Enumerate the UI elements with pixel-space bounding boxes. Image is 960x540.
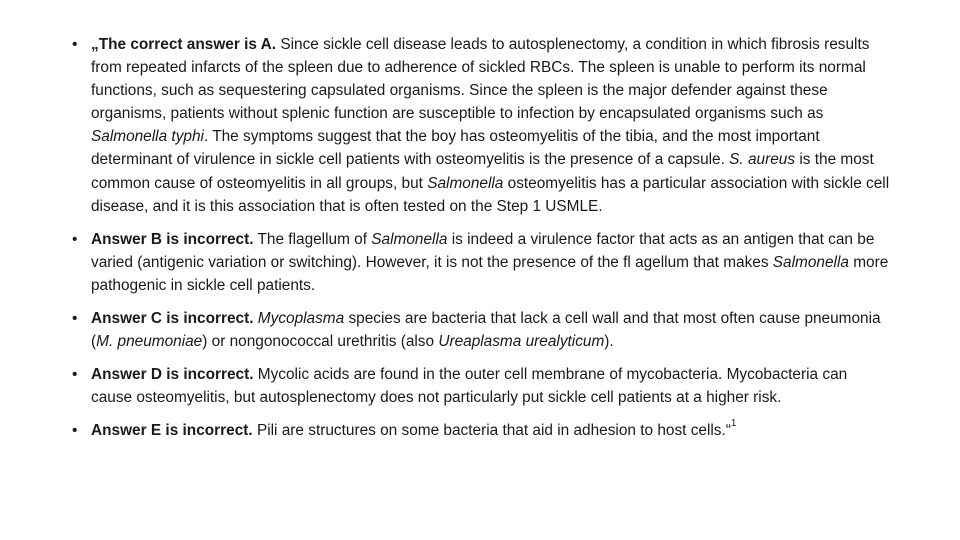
text-segment: Mycolic acids are found in the outer cell membrane of mycobacteria. Mycobacteria can cause osteomyelitis, but autosplenectomy does not particularly put sickle cell patients at a higher risk. [91,366,848,407]
footnote-marker: 1 [730,418,737,430]
text-segment: ) or nongonococcal urethritis (also [202,333,439,351]
bullet-answer-e [72,419,892,442]
text-segment: Since sickle cell disease leads to autosplenectomy, a condition in which fibrosis results from repeated infarcts of the spleen due to adherence of sickled RBCs. The spleen is unable to perform its normal functions, such as sequestering capsulated organisms. Since the spleen is the major defender against these organisms, patients without splenic function are susceptible to infection by encapsulated organisms such as [91,36,870,123]
slide-body [72,33,892,453]
bullet-text [91,310,881,350]
answer-heading: Answer B is incorrect. [91,230,254,248]
text-segment: The flagellum of [253,230,372,248]
bullet-answer-a [72,33,892,218]
bullet-dot-icon [72,228,84,251]
answer-explanation-list [72,33,892,443]
text-segment: is the most common cause of osteomyelitis in all groups, but [91,151,874,192]
italic-term: Salmonella typhi [91,128,204,146]
italic-term: M. pneumoniae [96,333,203,351]
text-segment: is indeed a virulence factor that acts as an antigen that can be varied (antigenic variation or switching). However, it is not the presence of the fl agellum that makes [91,230,875,271]
italic-term: Ureaplasma urealyticum [438,333,605,351]
italic-term: S. aureus [729,151,796,169]
answer-heading: Answer E is incorrect. [91,422,253,440]
text-segment: osteomyelitis has a particular association with sickle cell disease, and it is this association that is often tested on the Step 1 USMLE. [91,174,890,215]
bullet-dot-icon [72,307,84,330]
italic-term: Salmonella [371,230,448,248]
answer-heading: „The correct answer is A. [91,36,277,53]
bullet-text [91,418,737,440]
bullet-answer-b [72,228,892,297]
text-segment: Pili are structures on some bacteria that aid in adhesion to host cells.“ [252,422,731,440]
italic-term: Mycoplasma [257,310,345,328]
italic-term: Salmonella [772,253,849,271]
bullet-answer-c [72,307,892,353]
answer-heading: Answer D is incorrect. [91,366,254,384]
bullet-text [91,366,847,406]
text-segment: . The symptoms suggest that the boy has osteomyelitis of the tibia, and the most important determinant of virulence in sickle cell patients with osteomyelitis is the presence of a capsule. [91,128,820,169]
bullet-dot-icon [72,363,84,386]
bullet-dot-icon [72,33,84,56]
bullet-answer-d [72,363,892,409]
text-segment: species are bacteria that lack a cell wall and that most often cause pneumonia ( [91,310,881,351]
text-segment: more pathogenic in sickle cell patients. [91,253,889,294]
italic-term: Salmonella [427,174,504,192]
bullet-text [91,36,889,215]
bullet-text [91,231,888,294]
bullet-dot-icon [72,419,84,442]
text-segment: ). [604,333,614,351]
answer-heading: Answer C is incorrect. [91,310,254,328]
